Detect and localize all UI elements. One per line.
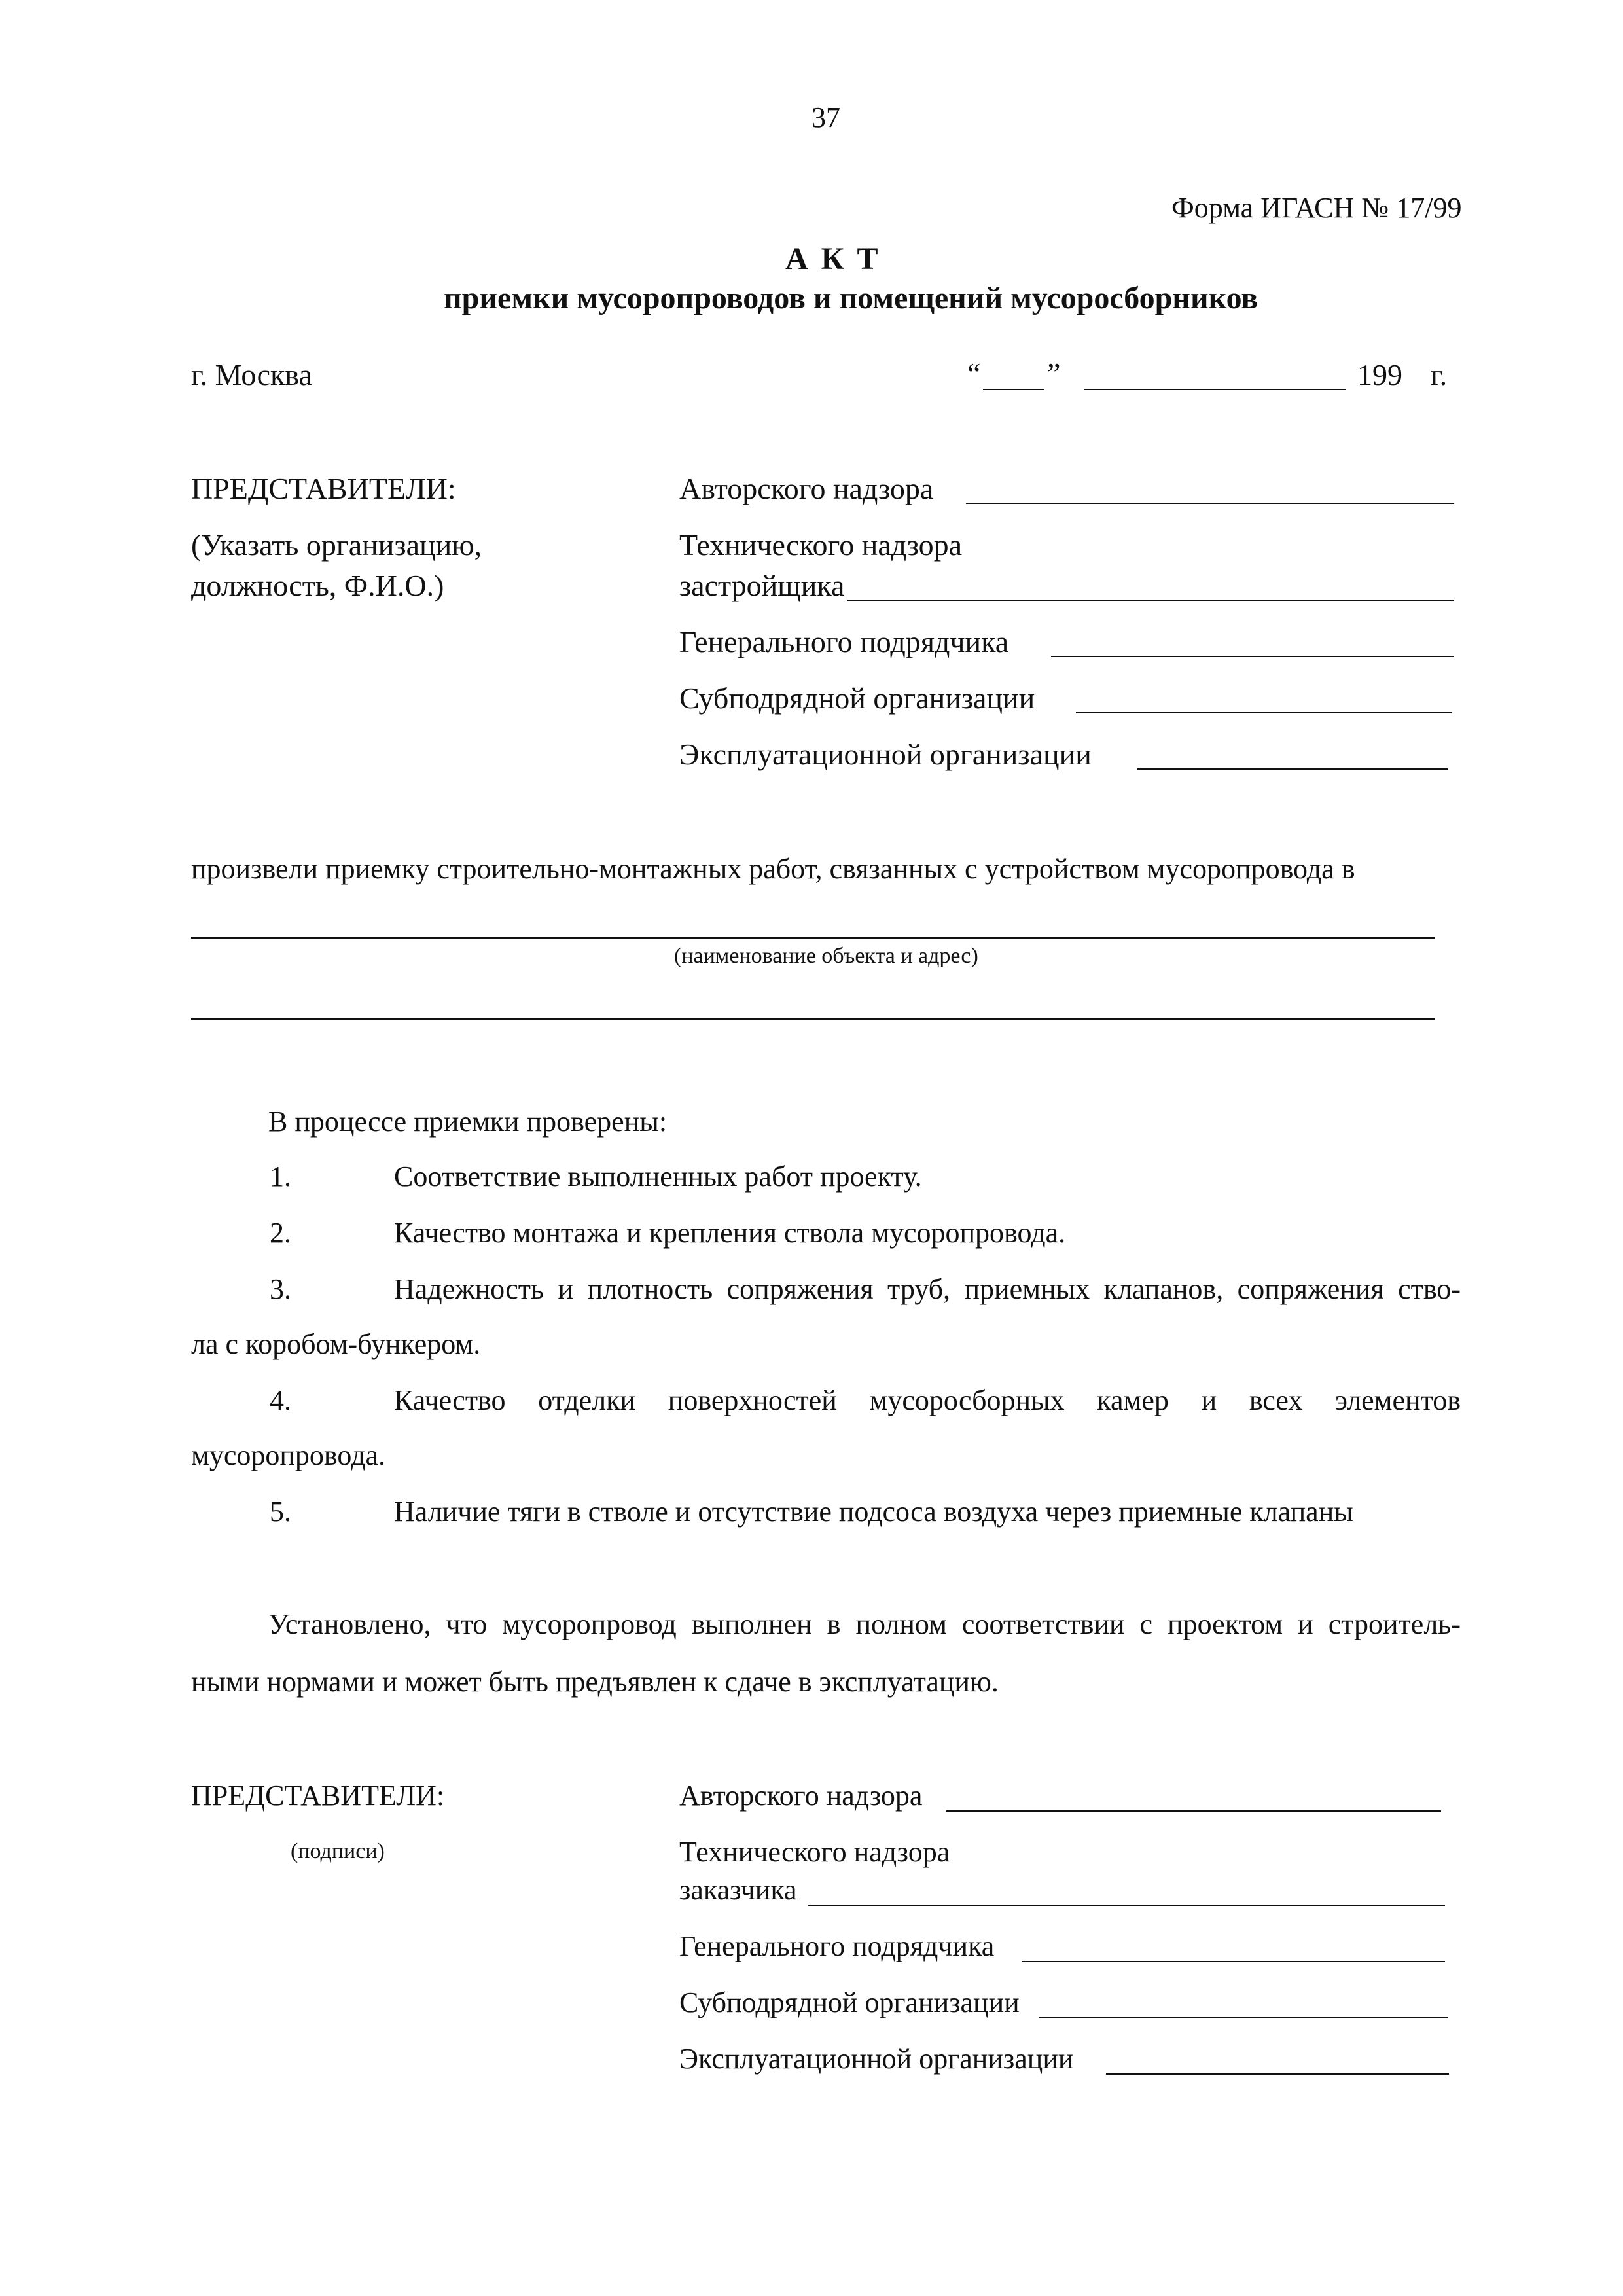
author-supervision-label: Авторского надзора	[679, 1780, 923, 1812]
representatives-heading: ПРЕДСТАВИТЕЛИ:	[191, 472, 456, 505]
check-text: Надежность и плотность сопряжения труб, приемных клапанов, сопряжения ство-	[394, 1273, 1461, 1305]
general-contractor-label: Генерального подрядчика	[679, 625, 1009, 658]
author-supervision-signature[interactable]	[946, 1810, 1441, 1812]
representatives-note-1: (Указать организацию,	[191, 528, 482, 562]
check-text-continued: мусоропровода.	[191, 1439, 386, 1471]
check-text: Наличие тяги в стволе и отсутствие подсоса воздуха через приемные клапаны	[394, 1496, 1353, 1528]
form-number: Форма ИГАСН № 17/99	[1171, 192, 1462, 224]
date-open-quote: “	[967, 357, 981, 390]
tech-supervision-label-2: застройщика	[679, 569, 845, 602]
performed-text: произвели приемку строительно-монтажных работ, связанных с устройством мусоропровода в	[191, 853, 1355, 885]
month-blank[interactable]	[1084, 389, 1346, 390]
tech-supervision-blank[interactable]	[847, 600, 1454, 601]
check-number: 5.	[270, 1496, 291, 1528]
general-contractor-signature[interactable]	[1022, 1961, 1445, 1962]
check-number: 2.	[270, 1217, 291, 1249]
page-number: 37	[812, 101, 840, 134]
subcontractor-signature[interactable]	[1039, 2017, 1448, 2018]
check-number: 3.	[270, 1273, 291, 1305]
tech-supervision-signature[interactable]	[808, 1905, 1445, 1906]
document-title: А К Т	[785, 242, 881, 276]
general-contractor-blank[interactable]	[1051, 656, 1454, 657]
signatures-note: (подписи)	[291, 1839, 385, 1863]
date-close-quote: ”	[1047, 357, 1061, 390]
representatives-heading: ПРЕДСТАВИТЕЛИ:	[191, 1780, 445, 1812]
tech-supervision-label-2: заказчика	[679, 1874, 797, 1906]
conclusion-line-2: ными нормами и может быть предъявлен к сдаче в эксплуатацию.	[191, 1666, 999, 1698]
check-text: Соответствие выполненных работ проекту.	[394, 1160, 922, 1193]
operating-org-label: Эксплуатационной организации	[679, 738, 1092, 771]
year-prefix: 199	[1357, 358, 1402, 391]
subcontractor-blank[interactable]	[1076, 712, 1452, 713]
document-subtitle: приемки мусоропроводов и помещений мусоросборников	[444, 281, 1258, 315]
check-number: 4.	[270, 1384, 291, 1416]
representatives-note-2: должность, Ф.И.О.)	[191, 569, 444, 602]
check-text: Качество отделки поверхностей мусоросборных камер и всех элементов	[394, 1384, 1461, 1416]
author-supervision-blank[interactable]	[966, 503, 1454, 504]
year-suffix: г.	[1431, 358, 1448, 391]
subcontractor-label: Субподрядной организации	[679, 681, 1035, 715]
object-caption: (наименование объекта и адрес)	[674, 944, 978, 968]
general-contractor-label: Генерального подрядчика	[679, 1930, 995, 1962]
tech-supervision-label-1: Технического надзора	[679, 1836, 950, 1868]
tech-supervision-label-1: Технического надзора	[679, 528, 963, 562]
checked-intro: В процессе приемки проверены:	[268, 1105, 668, 1138]
check-number: 1.	[270, 1160, 291, 1193]
author-supervision-label: Авторского надзора	[679, 472, 934, 505]
object-blank-1[interactable]	[191, 937, 1435, 939]
operating-org-signature[interactable]	[1106, 2073, 1449, 2075]
check-text-continued: ла с коробом-бункером.	[191, 1328, 481, 1360]
city: г. Москва	[191, 358, 312, 391]
operating-org-label: Эксплуатационной организации	[679, 2043, 1074, 2075]
subcontractor-label: Субподрядной организации	[679, 1986, 1020, 2018]
conclusion-line-1: Установлено, что мусоропровод выполнен в полном соответствии с проектом и строитель-	[268, 1608, 1461, 1640]
day-blank[interactable]	[983, 389, 1044, 390]
check-text: Качество монтажа и крепления ствола мусоропровода.	[394, 1217, 1066, 1249]
object-blank-2[interactable]	[191, 1018, 1435, 1020]
operating-org-blank[interactable]	[1137, 768, 1448, 770]
